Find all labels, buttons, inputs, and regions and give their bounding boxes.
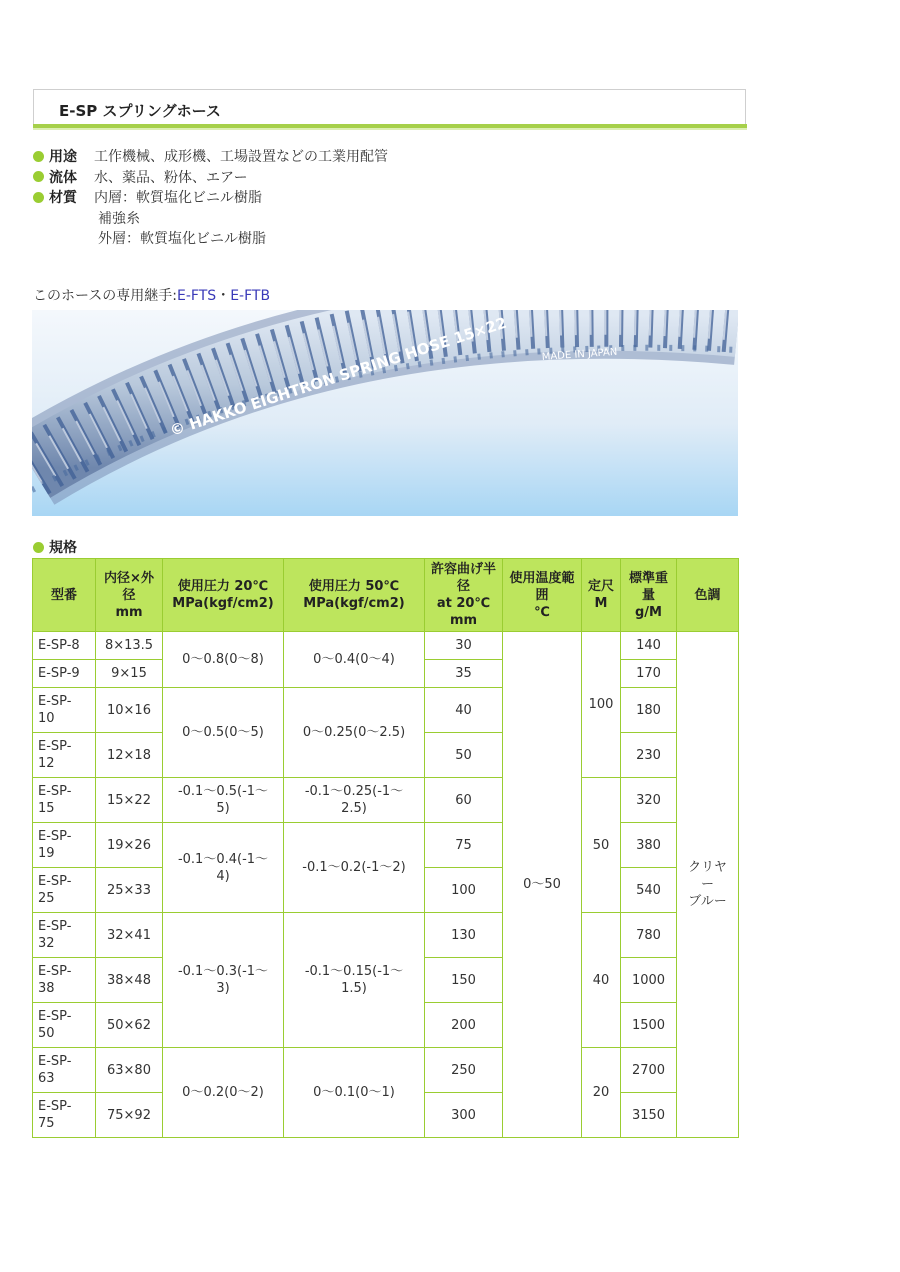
size-cell: 63×80 (96, 1048, 163, 1093)
pressure20-cell: -0.1～0.5(-1～ 5) (163, 778, 284, 823)
radius-cell: 150 (425, 958, 503, 1003)
pressure50-cell: -0.1～0.2(-1～2) (284, 823, 425, 913)
spec-material-line (33, 229, 388, 250)
fitting-line (33, 285, 270, 305)
spec-label: 用途 (49, 149, 77, 165)
pressure20-cell: -0.1～0.4(-1～ 4) (163, 823, 284, 913)
pressure50-cell: -0.1～0.25(-1～ 2.5) (284, 778, 425, 823)
weight-cell: 180 (621, 688, 677, 733)
table-row (33, 913, 739, 958)
hose-photo (32, 310, 738, 516)
temperature-cell: 0～50 (503, 632, 582, 1138)
spec-value: 補強糸 (98, 210, 140, 227)
spec-value: 工作機械、成形機、工場設置などの工業用配管 (94, 149, 388, 165)
color-cell (677, 632, 739, 1138)
model-cell: E-SP-8 (33, 632, 96, 660)
hose-print-text: © HAKKO EIGHTRON SPRING HOSE 15×22 (167, 313, 509, 440)
size-cell: 9×15 (96, 660, 163, 688)
pressure20-cell: -0.1～0.3(-1～ 3) (163, 913, 284, 1048)
radius-cell: 60 (425, 778, 503, 823)
header-cell-temperature: 使用温度範 囲 ℃ (503, 559, 582, 632)
model-cell: E-SP- 38 (33, 958, 96, 1003)
spec-value: 水、薬品、粉体、エアー (94, 169, 248, 186)
weight-cell: 780 (621, 913, 677, 958)
color-line: クリヤ ー ブルー (688, 860, 727, 909)
bullet-icon (33, 542, 44, 553)
fitting-link-e-ftb[interactable]: E-FTB (230, 288, 271, 304)
title-underline-light (33, 128, 747, 130)
bullet-icon (33, 192, 44, 203)
pressure50-cell: 0～0.1(0～1) (284, 1048, 425, 1138)
weight-cell: 3150 (621, 1093, 677, 1138)
size-cell: 75×92 (96, 1093, 163, 1138)
model-cell: E-SP- 50 (33, 1003, 96, 1048)
pressure20-cell: 0～0.5(0～5) (163, 688, 284, 778)
length-cell: 40 (582, 913, 621, 1048)
weight-cell: 2700 (621, 1048, 677, 1093)
radius-cell: 30 (425, 632, 503, 660)
header-cell-pressure20: 使用圧力 20℃ MPa(kgf/cm2) (163, 559, 284, 632)
length-cell: 50 (582, 778, 621, 913)
weight-cell: 140 (621, 632, 677, 660)
model-cell: E-SP- 15 (33, 778, 96, 823)
spec-fluid (33, 168, 388, 189)
bullet-icon (33, 151, 44, 162)
size-cell: 15×22 (96, 778, 163, 823)
length-cell: 100 (582, 632, 621, 778)
model-cell: E-SP-9 (33, 660, 96, 688)
model-cell: E-SP- 25 (33, 868, 96, 913)
radius-cell: 130 (425, 913, 503, 958)
size-cell: 8×13.5 (96, 632, 163, 660)
spec-list (33, 147, 388, 250)
pressure20-cell: 0～0.2(0～2) (163, 1048, 284, 1138)
spec-label: 材質 (49, 190, 77, 206)
bullet-icon (33, 171, 44, 182)
size-cell: 12×18 (96, 733, 163, 778)
model-cell: E-SP- 19 (33, 823, 96, 868)
weight-cell: 230 (621, 733, 677, 778)
size-cell: 38×48 (96, 958, 163, 1003)
spec-material (33, 188, 388, 209)
model-cell: E-SP- 63 (33, 1048, 96, 1093)
hose-made-in-text: MADE IN JAPAN (541, 346, 618, 363)
header-cell-size: 内径×外 径 mm (96, 559, 163, 632)
fitting-separator: ・ (216, 288, 231, 304)
header-cell-radius: 許容曲げ半 径 at 20℃ mm (425, 559, 503, 632)
size-cell: 50×62 (96, 1003, 163, 1048)
model-cell: E-SP- 32 (33, 913, 96, 958)
table-row (33, 688, 739, 733)
radius-cell: 50 (425, 733, 503, 778)
model-cell: E-SP- 75 (33, 1093, 96, 1138)
spec-value: 外層：軟質塩化ビニル樹脂 (98, 231, 266, 247)
size-cell: 32×41 (96, 913, 163, 958)
spec-usage (33, 147, 388, 168)
radius-cell: 100 (425, 868, 503, 913)
fitting-link-e-fts[interactable]: E-FTS (177, 288, 217, 304)
size-cell: 19×26 (96, 823, 163, 868)
table-row (33, 778, 739, 823)
spec-label: 流体 (49, 169, 77, 186)
fitting-prefix: このホースの専用継手: (33, 288, 178, 304)
header-cell-model: 型番 (33, 559, 96, 632)
pressure20-cell: 0～0.8(0～8) (163, 632, 284, 688)
table-heading (33, 537, 77, 557)
weight-cell: 320 (621, 778, 677, 823)
pressure50-cell: -0.1～0.15(-1～ 1.5) (284, 913, 425, 1048)
weight-cell: 540 (621, 868, 677, 913)
pressure50-cell: 0～0.25(0～2.5) (284, 688, 425, 778)
title-box (33, 89, 746, 129)
radius-cell: 75 (425, 823, 503, 868)
weight-cell: 1000 (621, 958, 677, 1003)
radius-cell: 40 (425, 688, 503, 733)
table-row (33, 823, 739, 868)
spec-table (32, 558, 739, 1138)
table-heading-label: 規格 (49, 540, 77, 556)
radius-cell: 250 (425, 1048, 503, 1093)
table-row (33, 632, 739, 660)
pressure50-cell: 0～0.4(0～4) (284, 632, 425, 688)
spec-material-line (33, 209, 388, 230)
header-cell-weight: 標準重 量 g/M (621, 559, 677, 632)
spec-value: 内層：軟質塩化ビニル樹脂 (94, 190, 262, 206)
size-cell: 10×16 (96, 688, 163, 733)
weight-cell: 170 (621, 660, 677, 688)
length-cell: 20 (582, 1048, 621, 1138)
page-title: E-SP スプリングホース (59, 102, 221, 120)
radius-cell: 35 (425, 660, 503, 688)
weight-cell: 1500 (621, 1003, 677, 1048)
radius-cell: 200 (425, 1003, 503, 1048)
radius-cell: 300 (425, 1093, 503, 1138)
table-row (33, 1048, 739, 1093)
model-cell: E-SP- 10 (33, 688, 96, 733)
header-cell-color: 色調 (677, 559, 739, 632)
weight-cell: 380 (621, 823, 677, 868)
model-cell: E-SP- 12 (33, 733, 96, 778)
header-cell-pressure50: 使用圧力 50℃ MPa(kgf/cm2) (284, 559, 425, 632)
header-cell-length: 定尺 M (582, 559, 621, 632)
size-cell: 25×33 (96, 868, 163, 913)
